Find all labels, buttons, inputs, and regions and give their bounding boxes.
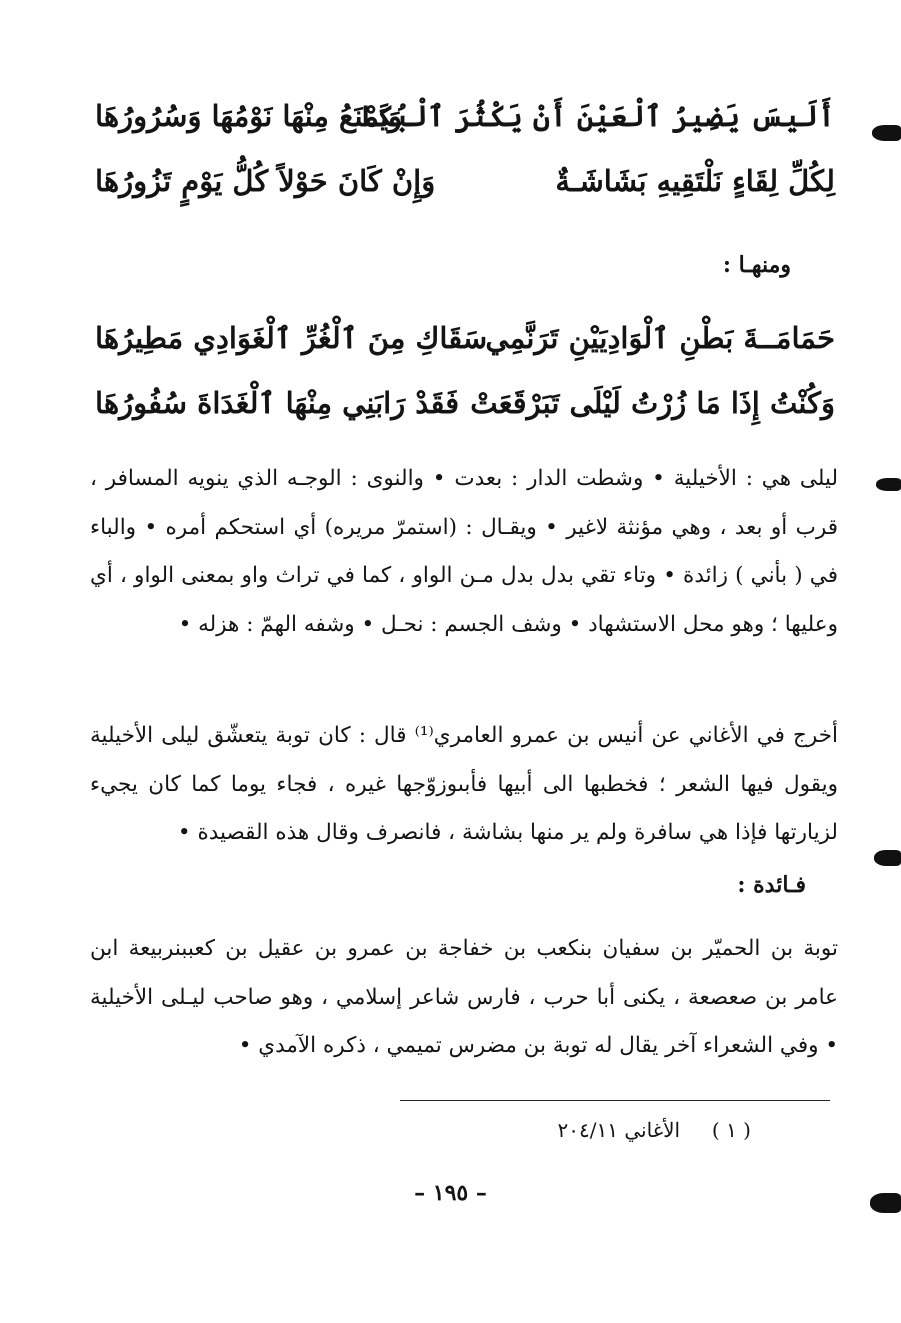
- verse-row-4: [95, 375, 835, 431]
- story-paragraph: [90, 712, 838, 858]
- verse-4-first-hemistich: وَكُنْتُ إِذَا مَا زُرْتُ لَيْلَى تَبَرْقَعَتْ: [470, 386, 835, 420]
- footnote-divider: [400, 1100, 830, 1101]
- verse-3-first-hemistich: حَمَامَــةَ بَطْنِ ٱلْوَادِيَيْنِ تَرَنَّمِي: [485, 321, 835, 355]
- binding-mark-1: [872, 125, 901, 141]
- verse-1-first-hemistich: أَلَيسَ يَضِيرُ ٱلْعَيْنَ أَنْ يَكْثُرَ ٱلْبُكَا: [359, 99, 835, 133]
- footnote-text: الأغاني ٢٠٤/١١: [557, 1118, 681, 1142]
- verse-row-2: [95, 153, 835, 209]
- faida-text: توبة بن الحميّر بن سفيان بنكعب بن خفاجة بن عمرو بن عقيل بن كعببنربيعة ابن عامر بن صعصعة ، يكنى أبا حرب ، فارس شاعر إسلامي ، وهو صاحب ليـلى الأخيلية • وفي الشعراء آخر يقال له توبة بن مضرس تميمي ، ذكره الآمدي •: [90, 936, 838, 1059]
- commentary-paragraph: [90, 455, 838, 649]
- binding-mark-3: [874, 850, 901, 866]
- binding-mark-2: [876, 478, 901, 491]
- verse-1-second-hemistich: وَيَمْنَعُ مِنْهَا نَوْمُهَا وَسُرُورُهَا: [95, 99, 403, 133]
- verse-4-second-hemistich: فَقَدْ رَابَنِي مِنْهَا ٱلْغَدَاةَ سُفُورُهَا: [95, 386, 460, 420]
- binding-mark-4: [870, 1193, 901, 1213]
- minha-label: ومنهـا :: [722, 252, 791, 278]
- page-number: – ١٩٥ –: [414, 1180, 487, 1206]
- verse-row-1: [95, 88, 835, 144]
- footnote-marker: ( ١ ): [711, 1118, 751, 1142]
- verse-2-first-hemistich: لِكُلِّ لِقَاءٍ نَلْتَقِيهِ بَشَاشَـةٌ: [555, 164, 835, 198]
- commentary-text: ليلى هي : الأخيلية • وشطت الدار : بعدت • والنوى : الوجـه الذي ينويه المسافر ، قرب أو بعد ، وهي مؤنثة لاغير • ويقـال : (استمرّ مريره) أي استحكم أمره • والباء في ( بأني ) زائدة • وتاء تقي بدل بدل مـن الواو ، كما في تراث واو بمعنى الواو ، أي وعليها ؛ وهو محل الاستشهاد • وشف الجسم : نحـل • وشفه الهمّ : هزله •: [90, 466, 838, 637]
- verse-3-second-hemistich: سَقَاكِ مِنَ ٱلْغُرِّ ٱلْغَوَادِي مَطِيرُهَا: [95, 321, 488, 355]
- verse-row-3: [95, 310, 835, 366]
- verse-2-second-hemistich: وَإِنْ كَانَ حَوْلاً كُلُّ يَوْمٍ تَزُورُهَا: [95, 164, 436, 198]
- story-text: أخرج في الأغاني عن أنيس بن عمرو العامري⁽¹⁾ قال : كان توبة يتعشّق ليلى الأخيلية ويقول فيها الشعر ؛ فخطبها الى أبيها فأبىوزوّجها غيره ، فجاء يوما كما كان يجيء لزيارتها فإذا هي سافرة ولم ير منها بشاشة ، فانصرف وقال هذه القصيدة •: [90, 723, 838, 846]
- footnote: [558, 1118, 751, 1142]
- faida-paragraph: [90, 925, 838, 1071]
- faida-label: فـائدة :: [737, 872, 806, 898]
